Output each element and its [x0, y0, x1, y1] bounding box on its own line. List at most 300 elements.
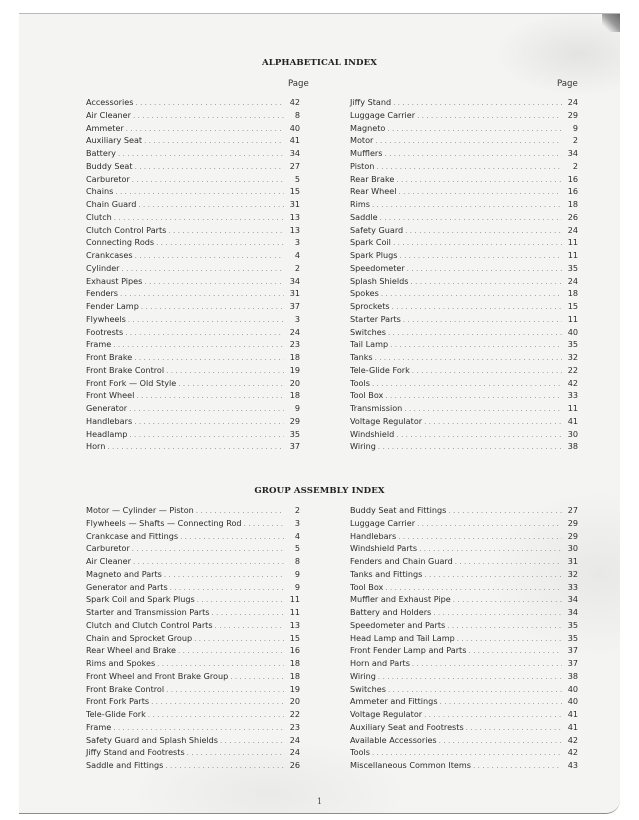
- entry-label: Accessories: [86, 97, 134, 107]
- entry-page-number: 41: [567, 721, 578, 732]
- dot-leader: [473, 760, 562, 773]
- alphabetical-index-title: ALPHABETICAL INDEX: [261, 58, 378, 68]
- index-entry: [350, 185, 578, 198]
- entry-page-number: 22: [289, 709, 300, 719]
- index-entry: [86, 287, 300, 300]
- entry-page-number: 29: [567, 109, 578, 120]
- entry-page-number: 26: [289, 760, 300, 770]
- dot-leader: [165, 760, 284, 773]
- index-entry: [350, 402, 578, 415]
- entry-page-number: 30: [567, 428, 578, 439]
- entry-label: Handlebars: [350, 530, 397, 541]
- entry-label: Saddle and Fittings: [86, 760, 164, 770]
- index-entry: [86, 695, 300, 708]
- entry-page-number: 11: [567, 237, 578, 248]
- entry-label: Footrests: [86, 326, 124, 337]
- entry-page-number: 37: [567, 645, 578, 656]
- index-entry: [86, 160, 300, 173]
- entry-label: Buddy Seat: [86, 160, 133, 171]
- entry-label: Fenders and Chain Guard: [350, 556, 453, 566]
- entry-page-number: 11: [567, 313, 578, 324]
- entry-page-number: 40: [567, 683, 578, 694]
- entry-label: Rear Wheel: [350, 186, 397, 197]
- entry-label: Battery: [86, 148, 116, 158]
- entry-label: Exhaust Pipes: [86, 275, 143, 286]
- entry-label: Carburetor: [86, 173, 130, 184]
- index-entry: [350, 313, 578, 326]
- index-entry: [86, 313, 300, 326]
- entry-label: Saddle: [350, 211, 378, 222]
- entry-page-number: 15: [289, 632, 300, 643]
- entry-label: Safety Guard: [350, 224, 404, 235]
- index-entry: [86, 759, 300, 772]
- entry-page-number: 11: [289, 594, 300, 605]
- index-entry: [86, 198, 300, 211]
- entry-page-number: 32: [567, 352, 578, 362]
- entry-label: Tool Box: [350, 390, 384, 401]
- entry-page-number: 24: [289, 734, 300, 745]
- entry-page-number: 11: [567, 250, 578, 260]
- index-entry: [86, 504, 300, 517]
- entry-label: Crankcases: [86, 250, 133, 260]
- entry-page-number: 42: [567, 747, 578, 758]
- entry-label: Motor — Cylinder — Piston: [86, 505, 194, 515]
- entry-page-number: 26: [567, 211, 578, 222]
- index-entry: [86, 632, 300, 645]
- entry-label: Tools: [350, 377, 370, 388]
- index-entry: [350, 440, 578, 453]
- entry-page-number: 16: [567, 173, 578, 184]
- index-entry: [86, 326, 300, 339]
- group-assembly-index-title: GROUP ASSEMBLY INDEX: [254, 486, 385, 496]
- entry-label: Luggage Carrier: [350, 109, 416, 120]
- index-entry: [350, 326, 578, 339]
- entry-label: Tele-Glide Fork: [350, 364, 410, 375]
- index-entry: [350, 109, 578, 122]
- entry-page-number: 2: [572, 160, 578, 171]
- index-entry: [86, 236, 300, 249]
- index-entry: [86, 173, 300, 186]
- entry-label: Handlebars: [86, 415, 133, 426]
- entry-label: Windshield Parts: [350, 543, 418, 554]
- alpha-left-page-header: Page: [288, 79, 309, 89]
- entry-label: Fenders: [86, 288, 118, 299]
- index-entry: [86, 428, 300, 441]
- entry-page-number: 16: [567, 186, 578, 197]
- index-entry: [86, 300, 300, 313]
- index-entry: [86, 657, 300, 670]
- entry-label: Clutch Control Parts: [86, 224, 167, 235]
- entry-page-number: 29: [289, 415, 300, 426]
- entry-page-number: 33: [567, 581, 578, 592]
- entry-page-number: 16: [289, 645, 300, 656]
- entry-page-number: 3: [294, 237, 300, 248]
- index-entry: [350, 134, 578, 147]
- entry-label: Chain Guard: [86, 199, 137, 209]
- index-entry: [350, 287, 578, 300]
- entry-label: Front Brake Control: [86, 683, 165, 694]
- index-entry: [86, 734, 300, 747]
- entry-page-number: 9: [572, 122, 578, 133]
- entry-label: Front Fork — Old Style: [86, 377, 177, 388]
- entry-page-number: 34: [289, 148, 300, 158]
- entry-page-number: 24: [289, 326, 300, 337]
- entry-page-number: 24: [567, 224, 578, 235]
- entry-page-number: 24: [567, 275, 578, 286]
- entry-label: Generator: [86, 403, 128, 413]
- entry-page-number: 29: [567, 530, 578, 541]
- entry-label: Tail Lamp: [350, 339, 389, 350]
- index-entry: [350, 389, 578, 402]
- entry-page-number: 35: [567, 619, 578, 630]
- entry-page-number: 35: [567, 262, 578, 273]
- index-entry: [350, 377, 578, 390]
- index-entry: [350, 96, 578, 109]
- index-entry: [86, 185, 300, 198]
- index-entry: [86, 147, 300, 160]
- alpha-right-page-header: Page: [557, 79, 578, 89]
- entry-page-number: 20: [289, 696, 300, 707]
- entry-label: Connecting Rods: [86, 237, 155, 248]
- index-entry: [350, 593, 578, 606]
- entry-page-number: 9: [294, 581, 300, 592]
- entry-label: Speedometer and Parts: [350, 619, 446, 630]
- entry-page-number: 37: [567, 658, 578, 668]
- entry-page-number: 43: [567, 760, 578, 770]
- entry-label: Flywheels: [86, 313, 126, 324]
- index-entry: [350, 160, 578, 173]
- index-entry: [86, 415, 300, 428]
- index-entry: [350, 683, 578, 696]
- entry-page-number: 41: [567, 415, 578, 426]
- entry-page-number: 42: [567, 377, 578, 388]
- index-entry: [350, 504, 578, 517]
- entry-label: Clutch and Clutch Control Parts: [86, 619, 213, 630]
- entry-label: Luggage Carrier: [350, 517, 416, 528]
- index-entry: [86, 377, 300, 390]
- entry-label: Wiring: [350, 670, 376, 681]
- entry-page-number: 18: [289, 658, 300, 668]
- entry-label: Motor: [350, 135, 374, 146]
- entry-label: Battery and Holders: [350, 607, 432, 617]
- entry-label: Chains: [86, 186, 114, 197]
- entry-page-number: 20: [289, 377, 300, 388]
- index-entry: [350, 734, 578, 747]
- entry-page-number: 2: [294, 505, 300, 515]
- entry-page-number: 27: [567, 505, 578, 515]
- entry-page-number: 38: [567, 441, 578, 452]
- index-entry: [350, 147, 578, 160]
- entry-label: Horn: [86, 441, 106, 452]
- index-entry: [86, 224, 300, 237]
- entry-label: Front Fender Lamp and Parts: [350, 645, 467, 656]
- entry-label: Horn and Parts: [350, 658, 410, 668]
- index-entry: [86, 619, 300, 632]
- entry-label: Fender Lamp: [86, 301, 139, 311]
- index-entry: [86, 338, 300, 351]
- entry-page-number: 41: [567, 709, 578, 719]
- entry-label: Crankcase and Fittings: [86, 530, 179, 541]
- entry-label: Splash Shields: [350, 275, 409, 286]
- entry-page-number: 2: [572, 135, 578, 146]
- alphabetical-index-left-column: [86, 96, 300, 453]
- entry-label: Piston: [350, 160, 375, 171]
- entry-page-number: 3: [294, 313, 300, 324]
- entry-label: Auxiliary Seat: [86, 135, 143, 146]
- entry-label: Magneto: [350, 122, 386, 133]
- index-entry: [86, 351, 300, 364]
- entry-page-number: 38: [567, 670, 578, 681]
- index-entry: [350, 364, 578, 377]
- index-entry: [86, 746, 300, 759]
- group-assembly-index-left-column: [86, 504, 300, 772]
- entry-label: Jiffy Stand and Footrests: [86, 747, 185, 758]
- index-entry: [350, 198, 578, 211]
- index-entry: [350, 632, 578, 645]
- entry-page-number: 34: [567, 148, 578, 158]
- entry-label: Flywheels — Shafts — Connecting Rod: [86, 517, 242, 528]
- index-entry: [350, 300, 578, 313]
- entry-label: Front Fork Parts: [86, 696, 150, 707]
- entry-page-number: 2: [294, 262, 300, 273]
- index-entry: [350, 530, 578, 543]
- entry-page-number: 31: [289, 288, 300, 299]
- index-entry: [86, 389, 300, 402]
- entry-label: Tele-Glide Fork: [86, 709, 146, 719]
- entry-label: Cylinder: [86, 262, 120, 273]
- index-entry: [350, 262, 578, 275]
- entry-label: Rear Wheel and Brake: [86, 645, 177, 656]
- index-entry: [350, 275, 578, 288]
- entry-page-number: 18: [567, 199, 578, 209]
- entry-label: Voltage Regulator: [350, 709, 423, 719]
- entry-page-number: 24: [567, 97, 578, 107]
- entry-page-number: 40: [289, 122, 300, 133]
- entry-label: Chain and Sprocket Group: [86, 632, 193, 643]
- entry-page-number: 11: [289, 607, 300, 617]
- dot-leader: [107, 441, 284, 454]
- entry-label: Starter and Transmission Parts: [86, 607, 210, 617]
- index-entry: [86, 134, 300, 147]
- index-entry: [350, 249, 578, 262]
- index-entry: [350, 555, 578, 568]
- entry-page-number: 13: [289, 211, 300, 222]
- page-corner-shadow: [602, 14, 620, 32]
- entry-label: Mufflers: [350, 148, 383, 158]
- index-entry: [86, 581, 300, 594]
- entry-page-number: 9: [294, 403, 300, 413]
- entry-label: Ammeter: [86, 122, 124, 133]
- entry-page-number: 24: [289, 747, 300, 758]
- entry-page-number: 40: [567, 696, 578, 707]
- entry-page-number: 18: [289, 352, 300, 362]
- entry-page-number: 42: [567, 734, 578, 745]
- entry-label: Transmission: [350, 403, 403, 413]
- index-entry: [86, 721, 300, 734]
- entry-label: Headlamp: [86, 428, 128, 439]
- index-entry: [350, 721, 578, 734]
- index-entry: [86, 402, 300, 415]
- entry-label: Spark Coil and Spark Plugs: [86, 594, 195, 605]
- entry-page-number: 34: [289, 275, 300, 286]
- index-entry: [350, 657, 578, 670]
- index-entry: [86, 593, 300, 606]
- index-entry: [86, 440, 300, 453]
- group-assembly-index-right-column: [350, 504, 578, 772]
- index-entry: [350, 517, 578, 530]
- entry-label: Air Cleaner: [86, 556, 131, 566]
- index-entry: [86, 275, 300, 288]
- index-entry: [86, 568, 300, 581]
- entry-page-number: 19: [289, 683, 300, 694]
- index-entry: [350, 428, 578, 441]
- entry-label: Front Brake Control: [86, 364, 165, 375]
- entry-page-number: 31: [289, 199, 300, 209]
- entry-label: Miscellaneous Common Items: [350, 760, 471, 770]
- entry-label: Available Accessories: [350, 734, 437, 745]
- entry-page-number: 4: [294, 530, 300, 541]
- index-entry: [350, 542, 578, 555]
- entry-page-number: 35: [289, 428, 300, 439]
- index-entry: [350, 644, 578, 657]
- entry-label: Voltage Regulator: [350, 415, 423, 426]
- index-entry: [350, 568, 578, 581]
- entry-page-number: 42: [289, 97, 300, 107]
- entry-label: Tools: [350, 747, 370, 758]
- entry-label: Speedometer: [350, 262, 405, 273]
- entry-label: Rims and Spokes: [86, 658, 156, 668]
- entry-label: Tanks and Fittings: [350, 568, 423, 579]
- entry-page-number: 8: [294, 109, 300, 120]
- index-entry: [86, 670, 300, 683]
- entry-label: Sprockets: [350, 301, 390, 311]
- entry-label: Generator and Parts: [86, 581, 168, 592]
- entry-page-number: 22: [567, 364, 578, 375]
- entry-page-number: 3: [294, 517, 300, 528]
- entry-label: Air Cleaner: [86, 109, 131, 120]
- entry-page-number: 35: [567, 632, 578, 643]
- alphabetical-index-right-column: [350, 96, 578, 453]
- entry-page-number: 11: [567, 403, 578, 413]
- entry-page-number: 18: [289, 670, 300, 681]
- index-entry: [86, 109, 300, 122]
- index-entry: [86, 555, 300, 568]
- index-entry: [350, 122, 578, 135]
- scanned-page: [19, 13, 620, 814]
- entry-page-number: 34: [567, 594, 578, 605]
- entry-label: Frame: [86, 721, 112, 732]
- entry-label: Starter Parts: [350, 313, 401, 324]
- index-entry: [350, 415, 578, 428]
- index-entry: [86, 644, 300, 657]
- entry-label: Switches: [350, 683, 386, 694]
- index-entry: [350, 211, 578, 224]
- index-entry: [350, 619, 578, 632]
- entry-page-number: 31: [567, 556, 578, 566]
- index-entry: [86, 517, 300, 530]
- entry-page-number: 18: [567, 288, 578, 299]
- index-entry: [86, 542, 300, 555]
- entry-label: Auxiliary Seat and Footrests: [350, 721, 464, 732]
- index-entry: [350, 224, 578, 237]
- entry-label: Spark Plugs: [350, 250, 398, 260]
- index-entry: [86, 211, 300, 224]
- entry-page-number: 30: [567, 543, 578, 554]
- entry-label: Carburetor: [86, 543, 130, 554]
- index-entry: [86, 606, 300, 619]
- entry-label: Tool Box: [350, 581, 384, 592]
- entry-page-number: 32: [567, 568, 578, 579]
- entry-page-number: 15: [567, 301, 578, 311]
- entry-label: Tanks: [350, 352, 373, 362]
- index-entry: [86, 262, 300, 275]
- entry-label: Jiffy Stand: [350, 97, 392, 107]
- entry-page-number: 41: [289, 135, 300, 146]
- entry-label: Spokes: [350, 288, 379, 299]
- entry-page-number: 37: [289, 441, 300, 452]
- entry-label: Front Brake: [86, 352, 133, 362]
- entry-label: Muffler and Exhaust Pipe: [350, 594, 451, 605]
- entry-label: Ammeter and Fittings: [350, 696, 438, 707]
- index-entry: [350, 670, 578, 683]
- entry-page-number: 35: [567, 339, 578, 350]
- entry-label: Frame: [86, 339, 112, 350]
- index-entry: [350, 695, 578, 708]
- entry-page-number: 33: [567, 390, 578, 401]
- index-entry: [86, 364, 300, 377]
- index-entry: [350, 708, 578, 721]
- entry-label: Rear Brake: [350, 173, 395, 184]
- entry-page-number: 5: [294, 543, 300, 554]
- index-entry: [350, 173, 578, 186]
- entry-page-number: 9: [294, 568, 300, 579]
- entry-label: Magneto and Parts: [86, 568, 162, 579]
- entry-label: Safety Guard and Splash Shields: [86, 734, 219, 745]
- entry-label: Switches: [350, 326, 386, 337]
- entry-page-number: 8: [294, 556, 300, 566]
- page-number: 1: [316, 797, 323, 806]
- entry-page-number: 34: [567, 607, 578, 617]
- index-entry: [350, 351, 578, 364]
- entry-page-number: 29: [567, 517, 578, 528]
- entry-label: Head Lamp and Tail Lamp: [350, 632, 455, 643]
- index-entry: [350, 746, 578, 759]
- index-entry: [350, 606, 578, 619]
- index-entry: [86, 96, 300, 109]
- entry-page-number: 15: [289, 186, 300, 197]
- entry-label: Front Wheel and Front Brake Group: [86, 670, 229, 681]
- index-entry: [350, 581, 578, 594]
- index-entry: [86, 708, 300, 721]
- entry-label: Wiring: [350, 441, 376, 452]
- entry-page-number: 19: [289, 364, 300, 375]
- entry-label: Rims: [350, 199, 370, 209]
- index-entry: [86, 530, 300, 543]
- entry-page-number: 37: [289, 301, 300, 311]
- index-entry: [350, 759, 578, 772]
- entry-page-number: 23: [289, 339, 300, 350]
- entry-page-number: 18: [289, 390, 300, 401]
- entry-page-number: 13: [289, 619, 300, 630]
- entry-page-number: 27: [289, 160, 300, 171]
- entry-label: Clutch: [86, 211, 112, 222]
- entry-label: Windshield: [350, 428, 395, 439]
- index-entry: [86, 122, 300, 135]
- index-entry: [350, 236, 578, 249]
- index-entry: [86, 683, 300, 696]
- dot-leader: [378, 441, 562, 454]
- entry-label: Spark Coil: [350, 237, 391, 248]
